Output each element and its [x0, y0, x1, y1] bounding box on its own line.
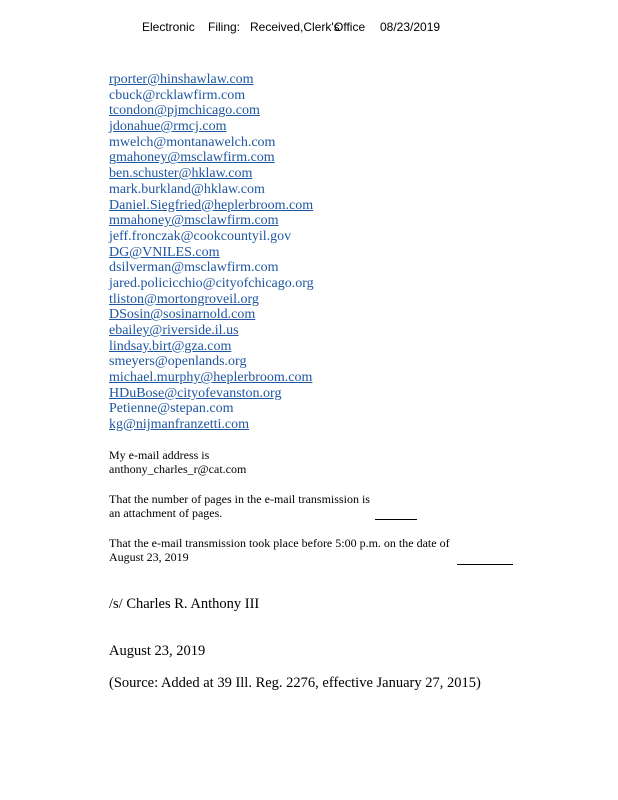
email-link[interactable]: HDuBose@cityofevanston.org: [109, 385, 282, 401]
email-link[interactable]: dsilverman@msclawfirm.com: [109, 260, 279, 276]
email-link[interactable]: ben.schuster@hklaw.com: [109, 166, 253, 182]
email-list-item: [109, 72, 314, 88]
header-office: Office: [334, 20, 366, 34]
pages-statement-line1: That the number of pages in the e-mail transmission is: [109, 492, 370, 506]
email-list-item: [109, 245, 314, 261]
email-list-item: [109, 260, 314, 276]
email-list-item: [109, 307, 314, 323]
email-link[interactable]: DSosin@sosinarnold.com: [109, 307, 256, 323]
email-list-item: [109, 386, 314, 402]
email-link[interactable]: lindsay.birt@gza.com: [109, 338, 232, 354]
email-link[interactable]: mark.burkland@hklaw.com: [109, 181, 265, 197]
email-list-item: [109, 119, 314, 135]
email-list-item: [109, 276, 314, 292]
signature: /s/ Charles R. Anthony III: [109, 596, 260, 612]
service-email-list: [109, 72, 314, 433]
email-link[interactable]: mwelch@montanawelch.com: [109, 134, 276, 150]
email-link[interactable]: jeff.fronczak@cookcountyil.gov: [109, 228, 292, 244]
header-date: 08/23/2019: [380, 20, 441, 34]
email-link[interactable]: smeyers@openlands.org: [109, 354, 247, 370]
signature-date: August 23, 2019: [109, 643, 206, 659]
email-link[interactable]: Daniel.Siegfried@heplerbroom.com: [109, 197, 314, 213]
email-link[interactable]: mmahoney@msclawfirm.com: [109, 213, 279, 229]
email-address-value: anthony_charles_r@cat.com: [109, 462, 247, 476]
email-list-item: [109, 417, 314, 433]
email-list-item: [109, 103, 314, 119]
email-list-item: [109, 370, 314, 386]
email-link[interactable]: jdonahue@rmcj.com: [109, 119, 227, 135]
email-link[interactable]: rporter@hinshawlaw.com: [109, 72, 254, 87]
email-list-item: [109, 339, 314, 355]
email-link[interactable]: michael.murphy@heplerbroom.com: [109, 370, 313, 386]
pages-blank-line: [375, 519, 417, 520]
email-list-item: [109, 229, 314, 245]
email-link[interactable]: gmahoney@msclawfirm.com: [109, 150, 275, 166]
email-list-item: [109, 135, 314, 151]
header-electronic: Electronic: [142, 20, 195, 34]
email-list-item: [109, 198, 314, 214]
time-statement-line2: August 23, 2019: [109, 550, 189, 564]
email-list-item: [109, 166, 314, 182]
header-received-clerks: Received,Clerk's: [250, 20, 340, 34]
email-link[interactable]: ebailey@riverside.il.us: [109, 323, 239, 338]
email-link[interactable]: tliston@mortongroveil.org: [109, 291, 259, 307]
date-blank-line: [457, 564, 513, 565]
email-list-item: [109, 323, 314, 339]
email-link[interactable]: jared.policicchio@cityofchicago.org: [109, 275, 314, 291]
source-citation: (Source: Added at 39 Ill. Reg. 2276, effective January 27, 2015): [109, 675, 481, 691]
pages-statement-line2: an attachment of pages.: [109, 506, 223, 520]
email-list-item: [109, 150, 314, 166]
email-list-item: [109, 213, 314, 229]
email-link[interactable]: Petienne@stepan.com: [109, 401, 234, 417]
email-link[interactable]: DG@VNILES.com: [109, 244, 220, 260]
email-address-label: My e-mail address is: [109, 448, 210, 462]
filing-stamp-header: [142, 20, 440, 34]
email-list-item: [109, 401, 314, 417]
time-statement-line1: That the e-mail transmission took place before 5:00 p.m. on the date of: [109, 536, 450, 550]
email-link[interactable]: kg@nijmanfranzetti.com: [109, 417, 250, 433]
email-list-item: [109, 182, 314, 198]
email-link[interactable]: tcondon@pjmchicago.com: [109, 103, 260, 119]
email-link[interactable]: cbuck@rcklawfirm.com: [109, 87, 246, 103]
email-list-item: [109, 354, 314, 370]
email-list-item: [109, 292, 314, 308]
header-filing: Filing:: [208, 20, 241, 34]
email-list-item: [109, 88, 314, 104]
